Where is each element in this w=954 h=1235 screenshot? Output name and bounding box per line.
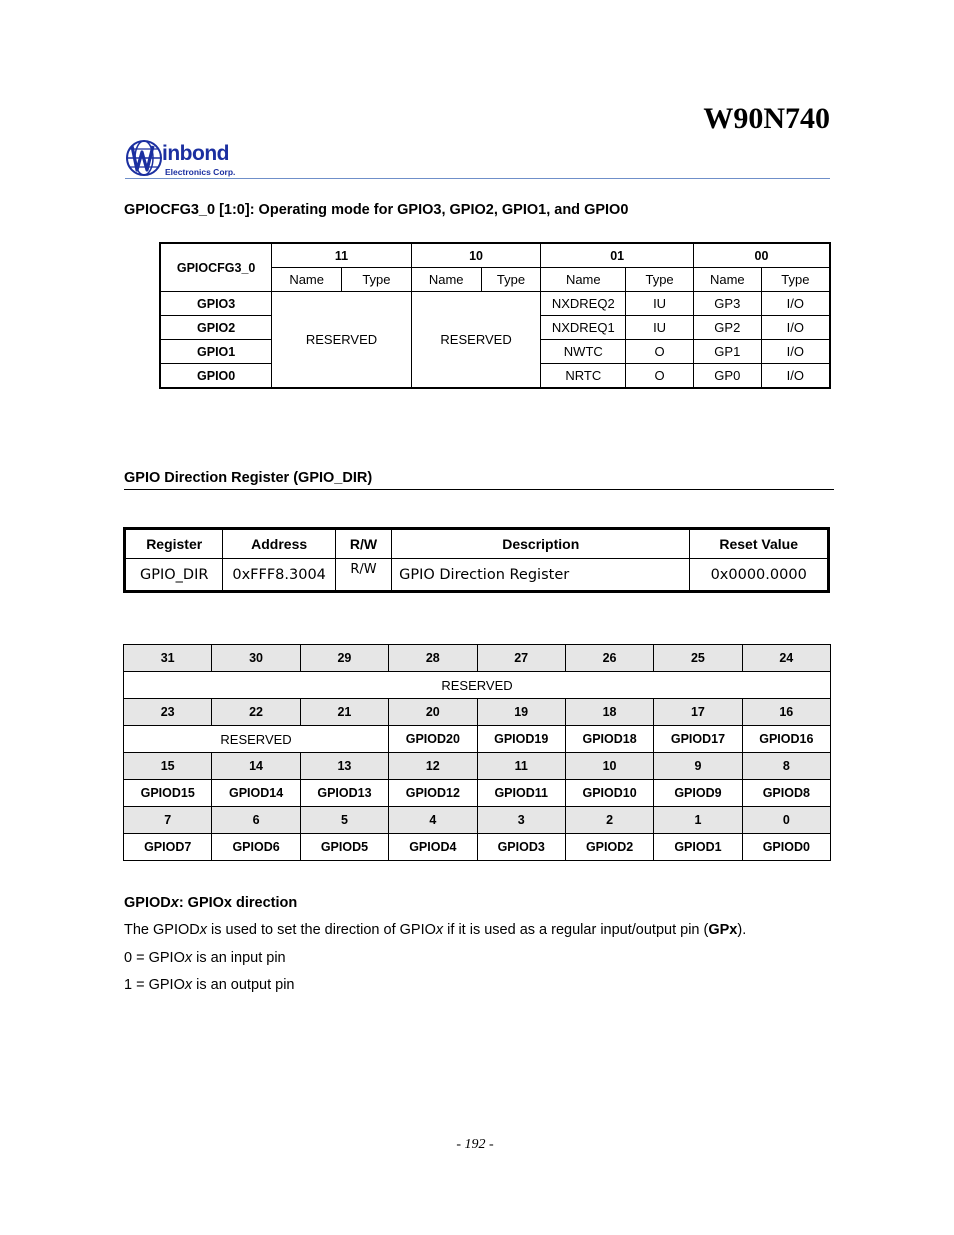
description-line-3 xyxy=(124,977,295,993)
bit-number: 22 xyxy=(212,699,300,726)
document-title: W90N740 xyxy=(703,102,830,135)
bit-number: 24 xyxy=(742,645,830,672)
bit-field: GPIOD0 xyxy=(742,834,830,861)
bit-field: GPIOD18 xyxy=(565,726,653,753)
bit-number: 8 xyxy=(742,753,830,780)
text-part: 1 = GPIO xyxy=(124,977,185,993)
reserved-cell: RESERVED xyxy=(411,292,541,389)
mode00-type: I/O xyxy=(761,340,830,364)
bit-number: 25 xyxy=(654,645,742,672)
text-part: if it is used as a regular input/output pin ( xyxy=(443,922,709,938)
logo-subtext: Electronics Corp. xyxy=(165,167,236,177)
bit-field: GPIOD10 xyxy=(565,780,653,807)
text-italic-part: x xyxy=(184,950,193,966)
section-heading-gpio-dir: GPIO Direction Register (GPIO_DIR) xyxy=(124,470,373,486)
register-name: GPIO_DIR xyxy=(125,559,223,592)
bit-field: GPIOD12 xyxy=(389,780,477,807)
bit-field: GPIOD15 xyxy=(124,780,212,807)
mode-header-11: 11 xyxy=(272,243,412,268)
section-heading-gpiocfg: GPIOCFG3_0 [1:0]: Operating mode for GPIO3, GPIO2, GPIO1, and GPIO0 xyxy=(124,202,629,218)
mode00-name: GP1 xyxy=(693,340,761,364)
bit-number: 11 xyxy=(477,753,565,780)
bit-field: GPIOD9 xyxy=(654,780,742,807)
bit-number: 6 xyxy=(212,807,300,834)
bit-number: 18 xyxy=(565,699,653,726)
bit-number: 13 xyxy=(300,753,388,780)
sub-header-name: Name xyxy=(411,268,481,292)
bit-number: 7 xyxy=(124,807,212,834)
bit-field-reserved: RESERVED xyxy=(124,672,831,699)
mode01-name: NXDREQ1 xyxy=(541,316,626,340)
bit-field-table xyxy=(123,644,831,861)
register-address: 0xFFF8.3004 xyxy=(223,559,335,592)
text-part: ). xyxy=(737,922,747,938)
bit-field: GPIOD1 xyxy=(654,834,742,861)
bit-number: 0 xyxy=(742,807,830,834)
text-part: 0 = GPIO xyxy=(124,950,185,966)
sub-header-type: Type xyxy=(342,268,412,292)
mode01-name: NRTC xyxy=(541,364,626,389)
sub-header-name: Name xyxy=(693,268,761,292)
bit-number: 15 xyxy=(124,753,212,780)
bit-number: 5 xyxy=(300,807,388,834)
sub-header-type: Type xyxy=(481,268,541,292)
text-part: is an output pin xyxy=(192,977,295,993)
mode-header-10: 10 xyxy=(411,243,541,268)
mode01-type: O xyxy=(626,364,694,389)
header-rw: R/W xyxy=(335,529,391,559)
bit-number: 26 xyxy=(565,645,653,672)
reserved-cell: RESERVED xyxy=(272,292,412,389)
bit-number: 23 xyxy=(124,699,212,726)
bit-field: GPIOD16 xyxy=(742,726,830,753)
bit-field: GPIOD20 xyxy=(389,726,477,753)
bit-number: 9 xyxy=(654,753,742,780)
mode01-name: NWTC xyxy=(541,340,626,364)
text-part: The GPIOD xyxy=(124,922,200,938)
mode-header-01: 01 xyxy=(541,243,694,268)
heading-part: : GPIOx direction xyxy=(178,895,298,911)
heading-part: GPIOD xyxy=(124,895,171,911)
header-rule xyxy=(125,178,830,179)
bit-number: 28 xyxy=(389,645,477,672)
bit-field: GPIOD7 xyxy=(124,834,212,861)
bit-number: 3 xyxy=(477,807,565,834)
field-description-heading xyxy=(124,895,297,911)
mode01-type: IU xyxy=(626,292,694,316)
text-part: is used to set the direction of GPIO xyxy=(207,922,436,938)
description-line-1 xyxy=(124,922,746,938)
bit-field: GPIOD11 xyxy=(477,780,565,807)
mode01-name: NXDREQ2 xyxy=(541,292,626,316)
bit-number: 16 xyxy=(742,699,830,726)
register-reset-value: 0x0000.0000 xyxy=(690,559,829,592)
sub-header-type: Type xyxy=(761,268,830,292)
mode01-type: O xyxy=(626,340,694,364)
table-corner-header: GPIOCFG3_0 xyxy=(160,243,272,292)
bit-number: 21 xyxy=(300,699,388,726)
bit-number: 12 xyxy=(389,753,477,780)
pin-label: GPIO0 xyxy=(160,364,272,389)
mode00-type: I/O xyxy=(761,316,830,340)
bit-number: 31 xyxy=(124,645,212,672)
pin-label: GPIO2 xyxy=(160,316,272,340)
bit-number: 27 xyxy=(477,645,565,672)
pin-label: GPIO1 xyxy=(160,340,272,364)
logo-wordmark: inbond xyxy=(162,142,229,165)
bit-number: 20 xyxy=(389,699,477,726)
header-address: Address xyxy=(223,529,335,559)
header-description: Description xyxy=(392,529,690,559)
sub-header-name: Name xyxy=(272,268,342,292)
bit-field: GPIOD14 xyxy=(212,780,300,807)
mode-header-00: 00 xyxy=(693,243,830,268)
bit-field: GPIOD17 xyxy=(654,726,742,753)
header-register: Register xyxy=(125,529,223,559)
mode00-type: I/O xyxy=(761,292,830,316)
gpiocfg-mode-table xyxy=(159,242,831,389)
text-part: is an input pin xyxy=(192,950,286,966)
header-reset-value: Reset Value xyxy=(690,529,829,559)
heading-italic-part: x xyxy=(170,895,179,911)
register-description: GPIO Direction Register xyxy=(392,559,690,592)
bit-number: 17 xyxy=(654,699,742,726)
page-number: - 192 - xyxy=(456,1137,494,1152)
bit-number: 4 xyxy=(389,807,477,834)
pin-label: GPIO3 xyxy=(160,292,272,316)
bit-number: 1 xyxy=(654,807,742,834)
bit-number: 10 xyxy=(565,753,653,780)
text-italic-part: x xyxy=(435,922,444,938)
text-italic-part: x xyxy=(184,977,193,993)
bit-field-reserved: RESERVED xyxy=(124,726,389,753)
description-line-2 xyxy=(124,950,286,966)
section-rule xyxy=(124,489,834,490)
register-info-table xyxy=(123,527,830,593)
bit-field: GPIOD2 xyxy=(565,834,653,861)
mode00-type: I/O xyxy=(761,364,830,389)
bit-field: GPIOD13 xyxy=(300,780,388,807)
text-bold-part: GPx xyxy=(708,922,738,938)
mode00-name: GP3 xyxy=(693,292,761,316)
sub-header-name: Name xyxy=(541,268,626,292)
winbond-logo xyxy=(125,138,250,180)
bit-number: 19 xyxy=(477,699,565,726)
bit-field: GPIOD3 xyxy=(477,834,565,861)
bit-field: GPIOD4 xyxy=(389,834,477,861)
bit-number: 2 xyxy=(565,807,653,834)
bit-number: 29 xyxy=(300,645,388,672)
bit-field: GPIOD5 xyxy=(300,834,388,861)
bit-field: GPIOD19 xyxy=(477,726,565,753)
mode00-name: GP2 xyxy=(693,316,761,340)
bit-field: GPIOD6 xyxy=(212,834,300,861)
text-italic-part: x xyxy=(199,922,207,938)
sub-header-type: Type xyxy=(626,268,694,292)
bit-number: 30 xyxy=(212,645,300,672)
bit-number: 14 xyxy=(212,753,300,780)
bit-field: GPIOD8 xyxy=(742,780,830,807)
mode00-name: GP0 xyxy=(693,364,761,389)
mode01-type: IU xyxy=(626,316,694,340)
register-rw: R/W xyxy=(335,559,391,592)
